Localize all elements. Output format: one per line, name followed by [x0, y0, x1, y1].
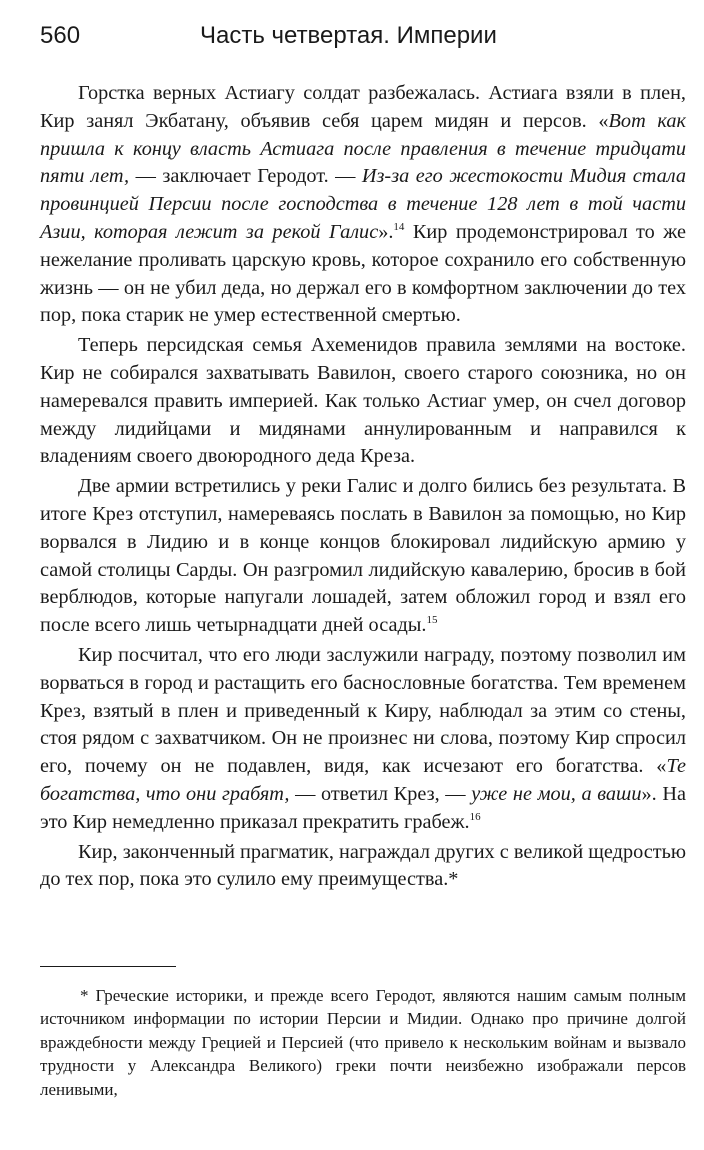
footnote-ref: 14 [393, 220, 405, 233]
paragraph [40, 642, 686, 837]
footnote-ref: 16 [469, 810, 481, 823]
main-text [40, 80, 686, 894]
text-run: Кир посчитал, что его люди заслужили награду, поэтому позволил им ворваться в город и растащить его баснословные богатства. Тем временем Крез, взятый в плен и приведенный к Киру, наблюдал за этим со стены, стоя рядом с захватчиком. Он не произнес ни слова, поэтому Кир спросил его, почему он не подавлен, видя, как исчезают его богатства. « [40, 643, 686, 778]
footnote-text: * Греческие историки, и прежде всего Геродот, являются нашим самым полным источником информации по истории Персии и Мидии. Однако про причине долгой враждебности между Грецией и Персией (что привело к нескольким войнам и вызвало трудности у Александра Великого) греки почти неизбежно изображали персов ленивыми, [40, 986, 686, 1099]
italic-quote: Вот как пришла к концу власть Астиага после правления в течение тридцати пяти лет, [40, 109, 687, 188]
text-run: Две армии встретились у реки Галис и долго бились без результата. В итоге Крез отступил, намереваясь послать в Вавилон за помощью, но Кир ворвался в Лидию и в конце концов блокировал лидийскую армию у самой столицы Сарды. Он разгромил лидийскую кавалерию, бросив в бой верблюдов, которые напугали лошадей, затем обложил город и взял его после всего лишь четырнадцати дней осады. [40, 475, 686, 637]
text-run: — заключает Геродот. — [129, 165, 362, 188]
text-run: Горстка верных Астиагу солдат разбежалась. Астиага взяли в плен, Кир занял Экбатану, объявив себя царем мидян и персов. « [40, 82, 686, 132]
footnote [40, 984, 686, 1101]
italic-quote: Из-за его жестокости Мидия стала провинцией Персии после господства в течение 128 лет в той части Азии, которая лежит за рекой Галис [40, 165, 687, 243]
footnote-divider [40, 966, 176, 967]
running-head: Часть четвертая. Империи [200, 22, 497, 49]
paragraph: Теперь персидская семья Ахеменидов правила землями на востоке. Кир не собирался захватывать Вавилон, своего старого союзника, но он намеревался править империей. Как только Астиаг умер, он счел договор между лидийцами и мидянами аннулированным и направился к владениям своего двоюродного деда Креза. [40, 334, 686, 468]
text-run: — ответил Крез, — [289, 782, 472, 805]
text-run: ». [378, 220, 394, 243]
italic-quote: Те богатства, что они грабят, [40, 755, 686, 805]
text-run: ». На это Кир немедленно приказал прекратить грабеж. [40, 782, 686, 833]
page-number: 560 [40, 22, 81, 49]
page-header [40, 18, 686, 54]
text-run: Кир продемонстрировал то же нежелание проливать царскую кровь, которое сохранило его собственную жизнь — он не убил деда, но держал его в комфортном заключении до тех пор, пока старик не умер естественной смертью. [40, 220, 687, 327]
footnote-ref: 15 [426, 614, 438, 627]
paragraph [40, 473, 686, 640]
paragraph: Кир, законченный прагматик, награждал других с великой щедростью до тех пор, пока это сулило ему преимущества.* [40, 840, 686, 891]
italic-quote: уже не мои, а ваши [471, 782, 642, 805]
paragraph [40, 80, 686, 330]
